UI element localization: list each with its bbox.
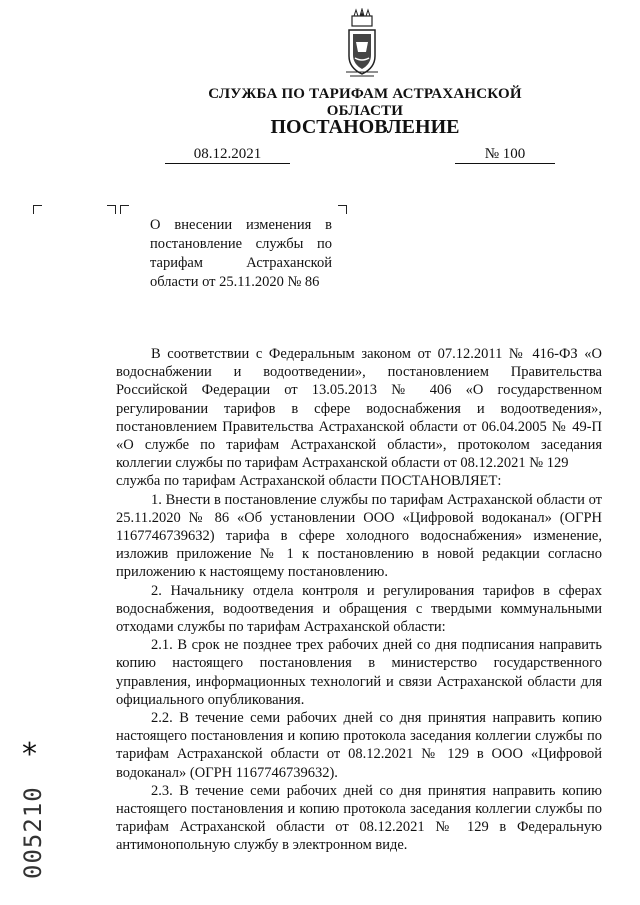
item-2-2: 2.2. В течение семи рабочих дней со дня принятия направить копию настоящего постановления и копию протокола заседания коллегии службы по тарифам Астраханской области от 08.12.2021 № 129 в ООО «Цифровой водоканал» (ОГРН 1167746739632). <box>116 710 602 781</box>
document-type-title: ПОСТАНОВЛЕНИЕ <box>270 116 460 138</box>
document-body <box>116 345 602 855</box>
item-2: 2. Начальнику отдела контроля и регулирования тарифов в сферах водоснабжения, водоотведения и обращения с твердыми коммунальными отходами службы по тарифам Астраханской области: <box>116 582 602 636</box>
corner-mark <box>120 205 129 214</box>
item-2-1: 2.1. В срок не позднее трех рабочих дней со дня подписания направить копию настоящего постановления в министерство государственного управления, информационных технологий и связи Астраханской области для официального опубликования. <box>116 637 602 708</box>
preamble-paragraph: В соответствии с Федеральным законом от 07.12.2011 № 416-ФЗ «О водоснабжении и водоотведении», постановлением Правительства Российской Федерации от 13.05.2013 № 406 «О государственном регулировании тарифов в сфере водоснабжения и водоотведения», постановлением Правительства Астраханской области от 06.04.2005 № 49-П «О службе по тарифам Астраханской области», протоколом заседания коллегии службы по тарифам Астраханской области от 08.12.2021 № 129 <box>116 346 602 472</box>
document-date: 08.12.2021 <box>165 146 290 164</box>
corner-mark <box>338 205 347 214</box>
corner-mark <box>33 205 42 214</box>
resolves-line: служба по тарифам Астраханской области ПОСТАНОВЛЯЕТ: <box>116 473 502 490</box>
stamp-star-mark: * <box>22 737 37 772</box>
document-number: № 100 <box>455 146 555 164</box>
stamp-code: 005210 <box>19 786 47 879</box>
organization-name: СЛУЖБА ПО ТАРИФАМ АСТРАХАНСКОЙ ОБЛАСТИ <box>208 86 522 119</box>
coat-of-arms-icon <box>340 8 384 88</box>
registration-stamp <box>14 737 54 879</box>
corner-mark <box>107 205 116 214</box>
item-2-3: 2.3. В течение семи рабочих дней со дня принятия направить копию настоящего постановления и копию протокола заседания коллегии службы по тарифам Астраханской области от 08.12.2021 № 129 в Федеральную антимонопольную службу в электронном виде. <box>116 782 602 854</box>
document-subject: О внесении изменения в постановление службы по тарифам Астраханской области от 25.11.2020 № 86 <box>150 217 332 290</box>
item-1: 1. Внести в постановление службы по тарифам Астраханской области от 25.11.2020 № 86 «Об установлении ООО «Цифровой водоканал» (ОГРН 1167746739632) тарифа в сфере холодного водоснабжения» изменение, изложив приложение № 1 к постановлению в новой редакции согласно приложению к настоящему постановлению. <box>116 491 602 581</box>
